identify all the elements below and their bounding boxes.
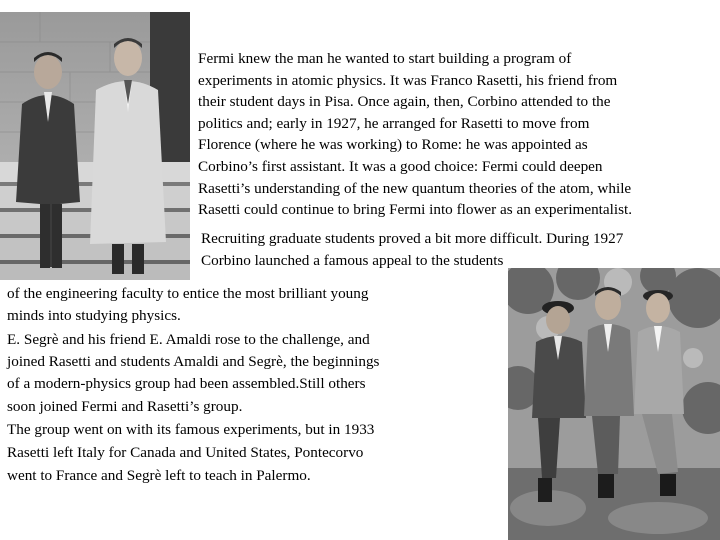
text-line: joined Rasetti and students Amaldi and Segrè, the beginnings bbox=[7, 353, 380, 371]
text-line: politics and; early in 1927, he arranged for Rasetti to move from bbox=[198, 114, 590, 132]
paragraph-segre-amaldi bbox=[7, 329, 379, 418]
paragraph-engineering-faculty bbox=[7, 283, 368, 326]
paragraph-rasetti-intro bbox=[198, 48, 632, 221]
text-line: Corbino launched a famous appeal to the students bbox=[201, 251, 504, 269]
text-line: Rasetti’s understanding of the new quantum theories of the atom, while bbox=[198, 179, 632, 197]
paragraph-recruiting bbox=[201, 228, 623, 271]
text-line: their student days in Pisa. Once again, then, Corbino attended to the bbox=[198, 93, 611, 111]
text-line: Fermi knew the man he wanted to start building a program of bbox=[198, 50, 572, 67]
photo-young-physicists bbox=[508, 268, 720, 540]
text-line: The group went on with its famous experiments, but in 1933 bbox=[7, 421, 375, 438]
text-line: Rasetti could continue to bring Fermi into flower as an experimentalist. bbox=[198, 201, 633, 219]
text-line: Rasetti left Italy for Canada and United States, Pontecorvo bbox=[7, 444, 364, 461]
text-line: Recruiting graduate students proved a bit more difficult. During 1927 bbox=[201, 230, 624, 247]
photo-fermi-rasetti bbox=[0, 12, 190, 280]
paragraph-group-dispersal bbox=[7, 418, 374, 487]
text-line: E. Segrè and his friend E. Amaldi rose to the challenge, and bbox=[7, 331, 370, 348]
text-line: minds into studying physics. bbox=[7, 306, 181, 324]
text-line: of the engineering faculty to entice the most brilliant young bbox=[7, 285, 369, 302]
text-line: of a modern-physics group had been assembled.Still others bbox=[7, 375, 366, 393]
text-line: Florence (where he was working) to Rome: he was appointed as bbox=[198, 136, 588, 154]
text-line: Corbino’s first assistant. It was a good choice: Fermi could deepen bbox=[198, 157, 603, 175]
text-line: experiments in atomic physics. It was Franco Rasetti, his friend from bbox=[198, 71, 618, 89]
text-line: soon joined Fermi and Rasetti’s group. bbox=[7, 397, 243, 415]
text-line: went to France and Segrè left to teach in Palermo. bbox=[7, 467, 311, 484]
